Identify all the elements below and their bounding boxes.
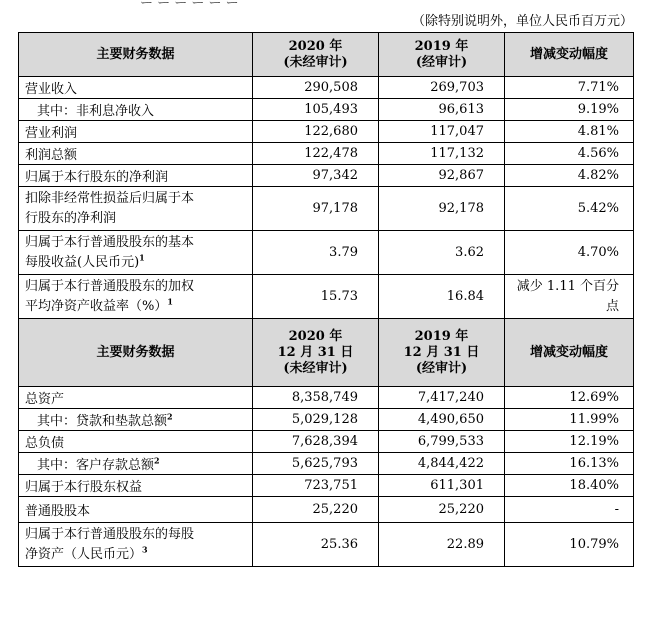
header-main-data: 主要财务数据: [19, 33, 253, 77]
row-label: 营业收入: [19, 77, 253, 99]
row-label: 归属于本行股东的净利润: [19, 165, 253, 187]
table-row: [19, 165, 634, 187]
value-2020: 122,680: [253, 121, 379, 143]
value-2019: 96,613: [379, 99, 505, 121]
value-2019: 4,490,650: [379, 409, 505, 431]
value-2019: 4,844,422: [379, 453, 505, 475]
change-value: 减少 1.11 个百分点: [505, 275, 634, 319]
change-value: 18.40%: [505, 475, 634, 497]
value-2020: 5,625,793: [253, 453, 379, 475]
change-value: 16.13%: [505, 453, 634, 475]
value-2019: 269,703: [379, 77, 505, 99]
table-row: [19, 99, 634, 121]
row-label: 其中：客户存款总额$^2$: [19, 453, 253, 475]
value-2019: 117,047: [379, 121, 505, 143]
header-2020-dec31: 2020 年 12 月 31 日 (未经审计): [253, 319, 379, 387]
value-2020: 97,178: [253, 187, 379, 231]
value-2019: 92,867: [379, 165, 505, 187]
change-value: 9.19%: [505, 99, 634, 121]
row-label: 归属于本行普通股股东的每股 净资产（人民币元）$^3$: [19, 523, 253, 567]
table-row: [19, 523, 634, 567]
row-label: 利润总额: [19, 143, 253, 165]
table-row: [19, 143, 634, 165]
row-label: 总资产: [19, 387, 253, 409]
change-value: 7.71%: [505, 77, 634, 99]
row-label: 普通股股本: [19, 497, 253, 523]
value-2020: 25.36: [253, 523, 379, 567]
value-2020: 15.73: [253, 275, 379, 319]
table-row: [19, 187, 634, 231]
table-row: [19, 431, 634, 453]
row-label: 归属于本行普通股股东的基本 每股收益(人民币元)$^1$: [19, 231, 253, 275]
change-value: 4.81%: [505, 121, 634, 143]
value-2020: 290,508: [253, 77, 379, 99]
value-2020: 7,628,394: [253, 431, 379, 453]
header-change: 增减变动幅度: [505, 33, 634, 77]
value-2020: 723,751: [253, 475, 379, 497]
value-2019: 16.84: [379, 275, 505, 319]
header-2019-dec31: 2019 年 12 月 31 日 (经审计): [379, 319, 505, 387]
footnote-marker: 3: [142, 544, 148, 555]
value-2019: 3.62: [379, 231, 505, 275]
value-2020: 105,493: [253, 99, 379, 121]
row-label: 其中：非利息净收入: [19, 99, 253, 121]
row-label: 扣除非经常性损益后归属于本 行股东的净利润: [19, 187, 253, 231]
section1-header-row: [19, 33, 634, 77]
table-row: [19, 453, 634, 475]
value-2020: 8,358,749: [253, 387, 379, 409]
change-value: 4.82%: [505, 165, 634, 187]
value-2019: 7,417,240: [379, 387, 505, 409]
table-row: [19, 409, 634, 431]
value-2019: 117,132: [379, 143, 505, 165]
footnote-marker: 2: [167, 411, 173, 422]
value-2020: 97,342: [253, 165, 379, 187]
value-2019: 6,799,533: [379, 431, 505, 453]
row-label: 营业利润: [19, 121, 253, 143]
change-value: 12.19%: [505, 431, 634, 453]
row-label: 其中：贷款和垫款总额$^2$: [19, 409, 253, 431]
value-2019: 25,220: [379, 497, 505, 523]
change-value: 5.42%: [505, 187, 634, 231]
section2-header-row: [19, 319, 634, 387]
change-value: 12.69%: [505, 387, 634, 409]
value-2020: 25,220: [253, 497, 379, 523]
table-row: [19, 475, 634, 497]
value-2019: 611,301: [379, 475, 505, 497]
header-change: 增减变动幅度: [505, 319, 634, 387]
footnote-marker: 1: [139, 252, 145, 263]
change-value: 4.70%: [505, 231, 634, 275]
financial-data-table: [18, 32, 634, 567]
table-row: [19, 497, 634, 523]
table-row: [19, 77, 634, 99]
unit-note: （除特别说明外，单位人民币百万元）: [411, 14, 633, 29]
header-main-data: 主要财务数据: [19, 319, 253, 387]
footnote-marker: 1: [167, 296, 173, 307]
table-row: [19, 387, 634, 409]
header-2020: 2020 年 (未经审计): [253, 33, 379, 77]
row-label: 归属于本行普通股股东的加权 平均净资产收益率（%）$^1$: [19, 275, 253, 319]
change-value: -: [505, 497, 634, 523]
value-2019: 92,178: [379, 187, 505, 231]
row-label: 总负债: [19, 431, 253, 453]
change-value: 11.99%: [505, 409, 634, 431]
header-2019: 2019 年 (经审计): [379, 33, 505, 77]
cropped-heading-fragment: ー ー ー ー ー ー: [140, 0, 239, 11]
value-2020: 3.79: [253, 231, 379, 275]
footnote-marker: 2: [154, 455, 160, 466]
table-row: [19, 121, 634, 143]
table-row: [19, 275, 634, 319]
value-2019: 22.89: [379, 523, 505, 567]
value-2020: 5,029,128: [253, 409, 379, 431]
table-row: [19, 231, 634, 275]
value-2020: 122,478: [253, 143, 379, 165]
change-value: 10.79%: [505, 523, 634, 567]
row-label: 归属于本行股东权益: [19, 475, 253, 497]
change-value: 4.56%: [505, 143, 634, 165]
